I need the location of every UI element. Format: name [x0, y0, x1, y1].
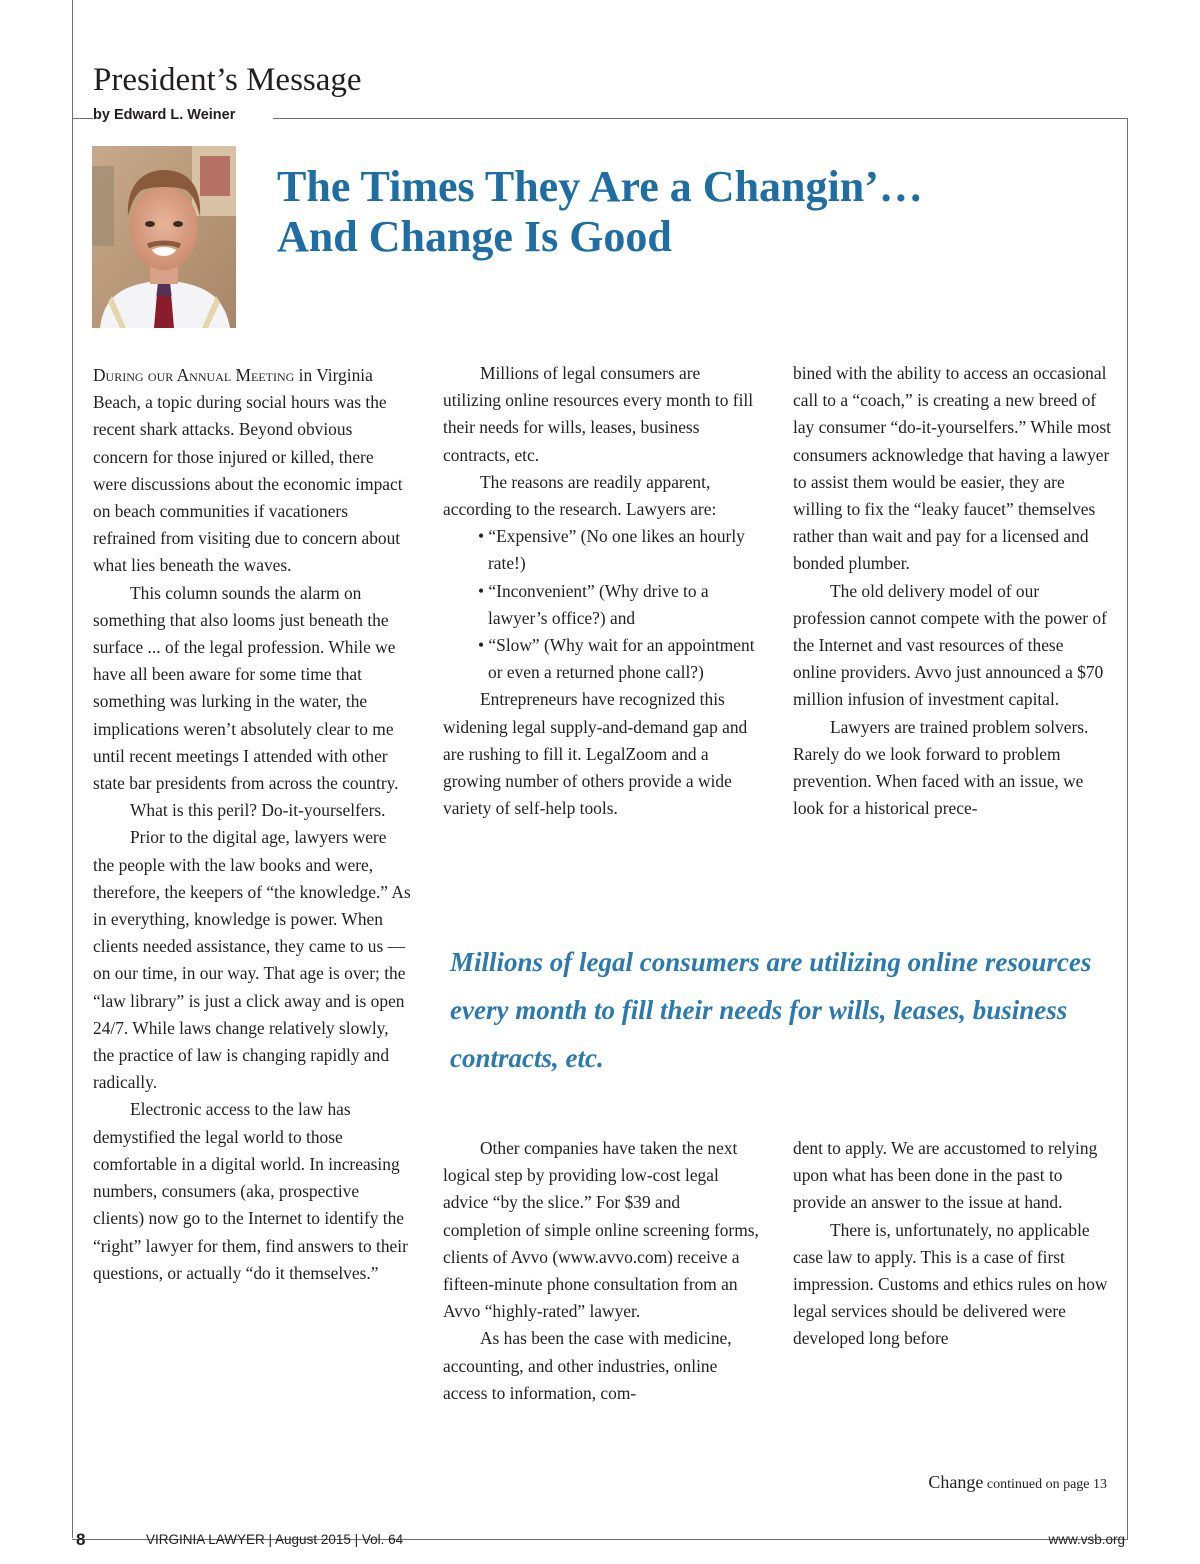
- paragraph: dent to apply. We are accustomed to relying upon what has been done in the past to provide an answer to the issue at hand.: [793, 1138, 1098, 1213]
- article-headline: [277, 162, 1097, 262]
- bullet-item: • “Slow” (Why wait for an appointment or even a returned phone call?): [478, 635, 755, 683]
- paragraph: The old delivery model of our profession cannot compete with the power of the Internet and vast resources of these online providers. Avvo just announced a $70 million infusion of investment capital.: [793, 580, 1107, 710]
- headline-line-1: The Times They Are a Changin’…: [277, 162, 923, 211]
- lead-paragraph: [93, 362, 411, 580]
- paragraph: The reasons are readily apparent, according to the research. Lawyers are:: [443, 471, 717, 520]
- bullet-item: • “Inconvenient” (Why drive to a lawyer’s office?) and: [478, 580, 709, 628]
- section-title: President’s Message: [93, 62, 362, 98]
- paragraph: bined with the ability to access an occasional call to a “coach,” is creating a new breed of lay consumer “do-it-yourselfers.” While most consumers acknowledge that having a lawyer to assist them would be easier, they are willing to fix the “leaky faucet” themselves rather than wait and pay for a licensed and bonded plumber.: [793, 363, 1111, 574]
- paragraph: As has been the case with medicine, accounting, and other industries, online access to information, com-: [443, 1328, 732, 1403]
- continued-text: continued on page 13: [983, 1477, 1107, 1492]
- paragraph: Millions of legal consumers are utilizing online resources every month to fill their needs for wills, leases, business contracts, etc.: [443, 363, 754, 465]
- pull-quote: Millions of legal consumers are utilizing online resources every month to fill their needs for wills, leases, business contracts, etc.: [450, 947, 1092, 1073]
- byline-container: [93, 105, 273, 127]
- paragraph: This column sounds the alarm on something that also looms just beneath the surface ... of the legal profession. While we have all been aware for some time that something was lurking in the water, the implications weren’t absolutely clear to me until recent meetings I attended with other state bar presidents from across the country.: [93, 582, 399, 794]
- bullet-list: [443, 523, 761, 686]
- continued-keyword: Change: [928, 1472, 984, 1492]
- publication-info: VIRGINIA LAWYER | August 2015 | Vol. 64: [146, 1532, 404, 1547]
- page-number: 8: [76, 1530, 86, 1549]
- paragraph: Other companies have taken the next logical step by providing low-cost legal advice “by the slice.” For $39 and completion of simple online screening forms, clients of Avvo (www.avvo.com) receive a fifteen-minute phone consultation from an Avvo “highly-rated” lawyer.: [443, 1138, 759, 1322]
- bullet-item: • “Expensive” (No one likes an hourly rate!): [478, 526, 745, 574]
- paragraph: Prior to the digital age, lawyers were the people with the law books and were, therefore, the keepers of “the knowledge.” As in everything, knowledge is power. When clients needed assistance, they came to us — on our time, in our way. That age is over; the “law library” is just a click away and is open 24/7. While laws change relatively slowly, the practice of law is changing rapidly and radically.: [93, 827, 411, 1093]
- continued-note: [928, 1470, 1107, 1497]
- byline: by Edward L. Weiner: [93, 107, 236, 123]
- website-link[interactable]: www.vsb.org: [1048, 1532, 1125, 1547]
- article-column-1: [93, 362, 411, 1287]
- article-column-2: [443, 360, 761, 822]
- lead-in-caps: During our Annual Meeting: [93, 365, 295, 385]
- headline-line-2: And Change Is Good: [277, 212, 672, 261]
- paragraph: What is this peril? Do-it-yourselfers.: [130, 800, 386, 821]
- paragraph: Entrepreneurs have recognized this widening legal supply-and-demand gap and are rushing to fill it. LegalZoom and a growing number of others provide a wide variety of self-help tools.: [443, 689, 748, 819]
- article-column-3-continued: [793, 1135, 1111, 1353]
- article-column-2-continued: [443, 1135, 761, 1407]
- lead-paragraph-text: in Virginia Beach, a topic during social hours was the recent shark attacks. Beyond obvious concern for those injured or killed, there were discussions about the economic impact on beach communities if vacationers refrained from visiting due to concern about what lies beneath the waves.: [93, 365, 403, 576]
- paragraph: Lawyers are trained problem solvers. Rarely do we look forward to problem prevention. When faced with an issue, we look for a historical prece-: [793, 716, 1089, 819]
- paragraph: Electronic access to the law has demystified the legal world to those comfortable in a digital world. In increasing numbers, consumers (aka, prospective clients) now go to the Internet to identify the “right” lawyer for them, find answers to their questions, or actually “do it themselves.”: [93, 1099, 408, 1283]
- paragraph: There is, unfortunately, no applicable case law to apply. This is a case of first impression. Customs and ethics rules on how legal services should be delivered were developed long before: [793, 1219, 1108, 1349]
- article-column-3: [793, 360, 1111, 822]
- author-portrait-icon: [92, 146, 236, 328]
